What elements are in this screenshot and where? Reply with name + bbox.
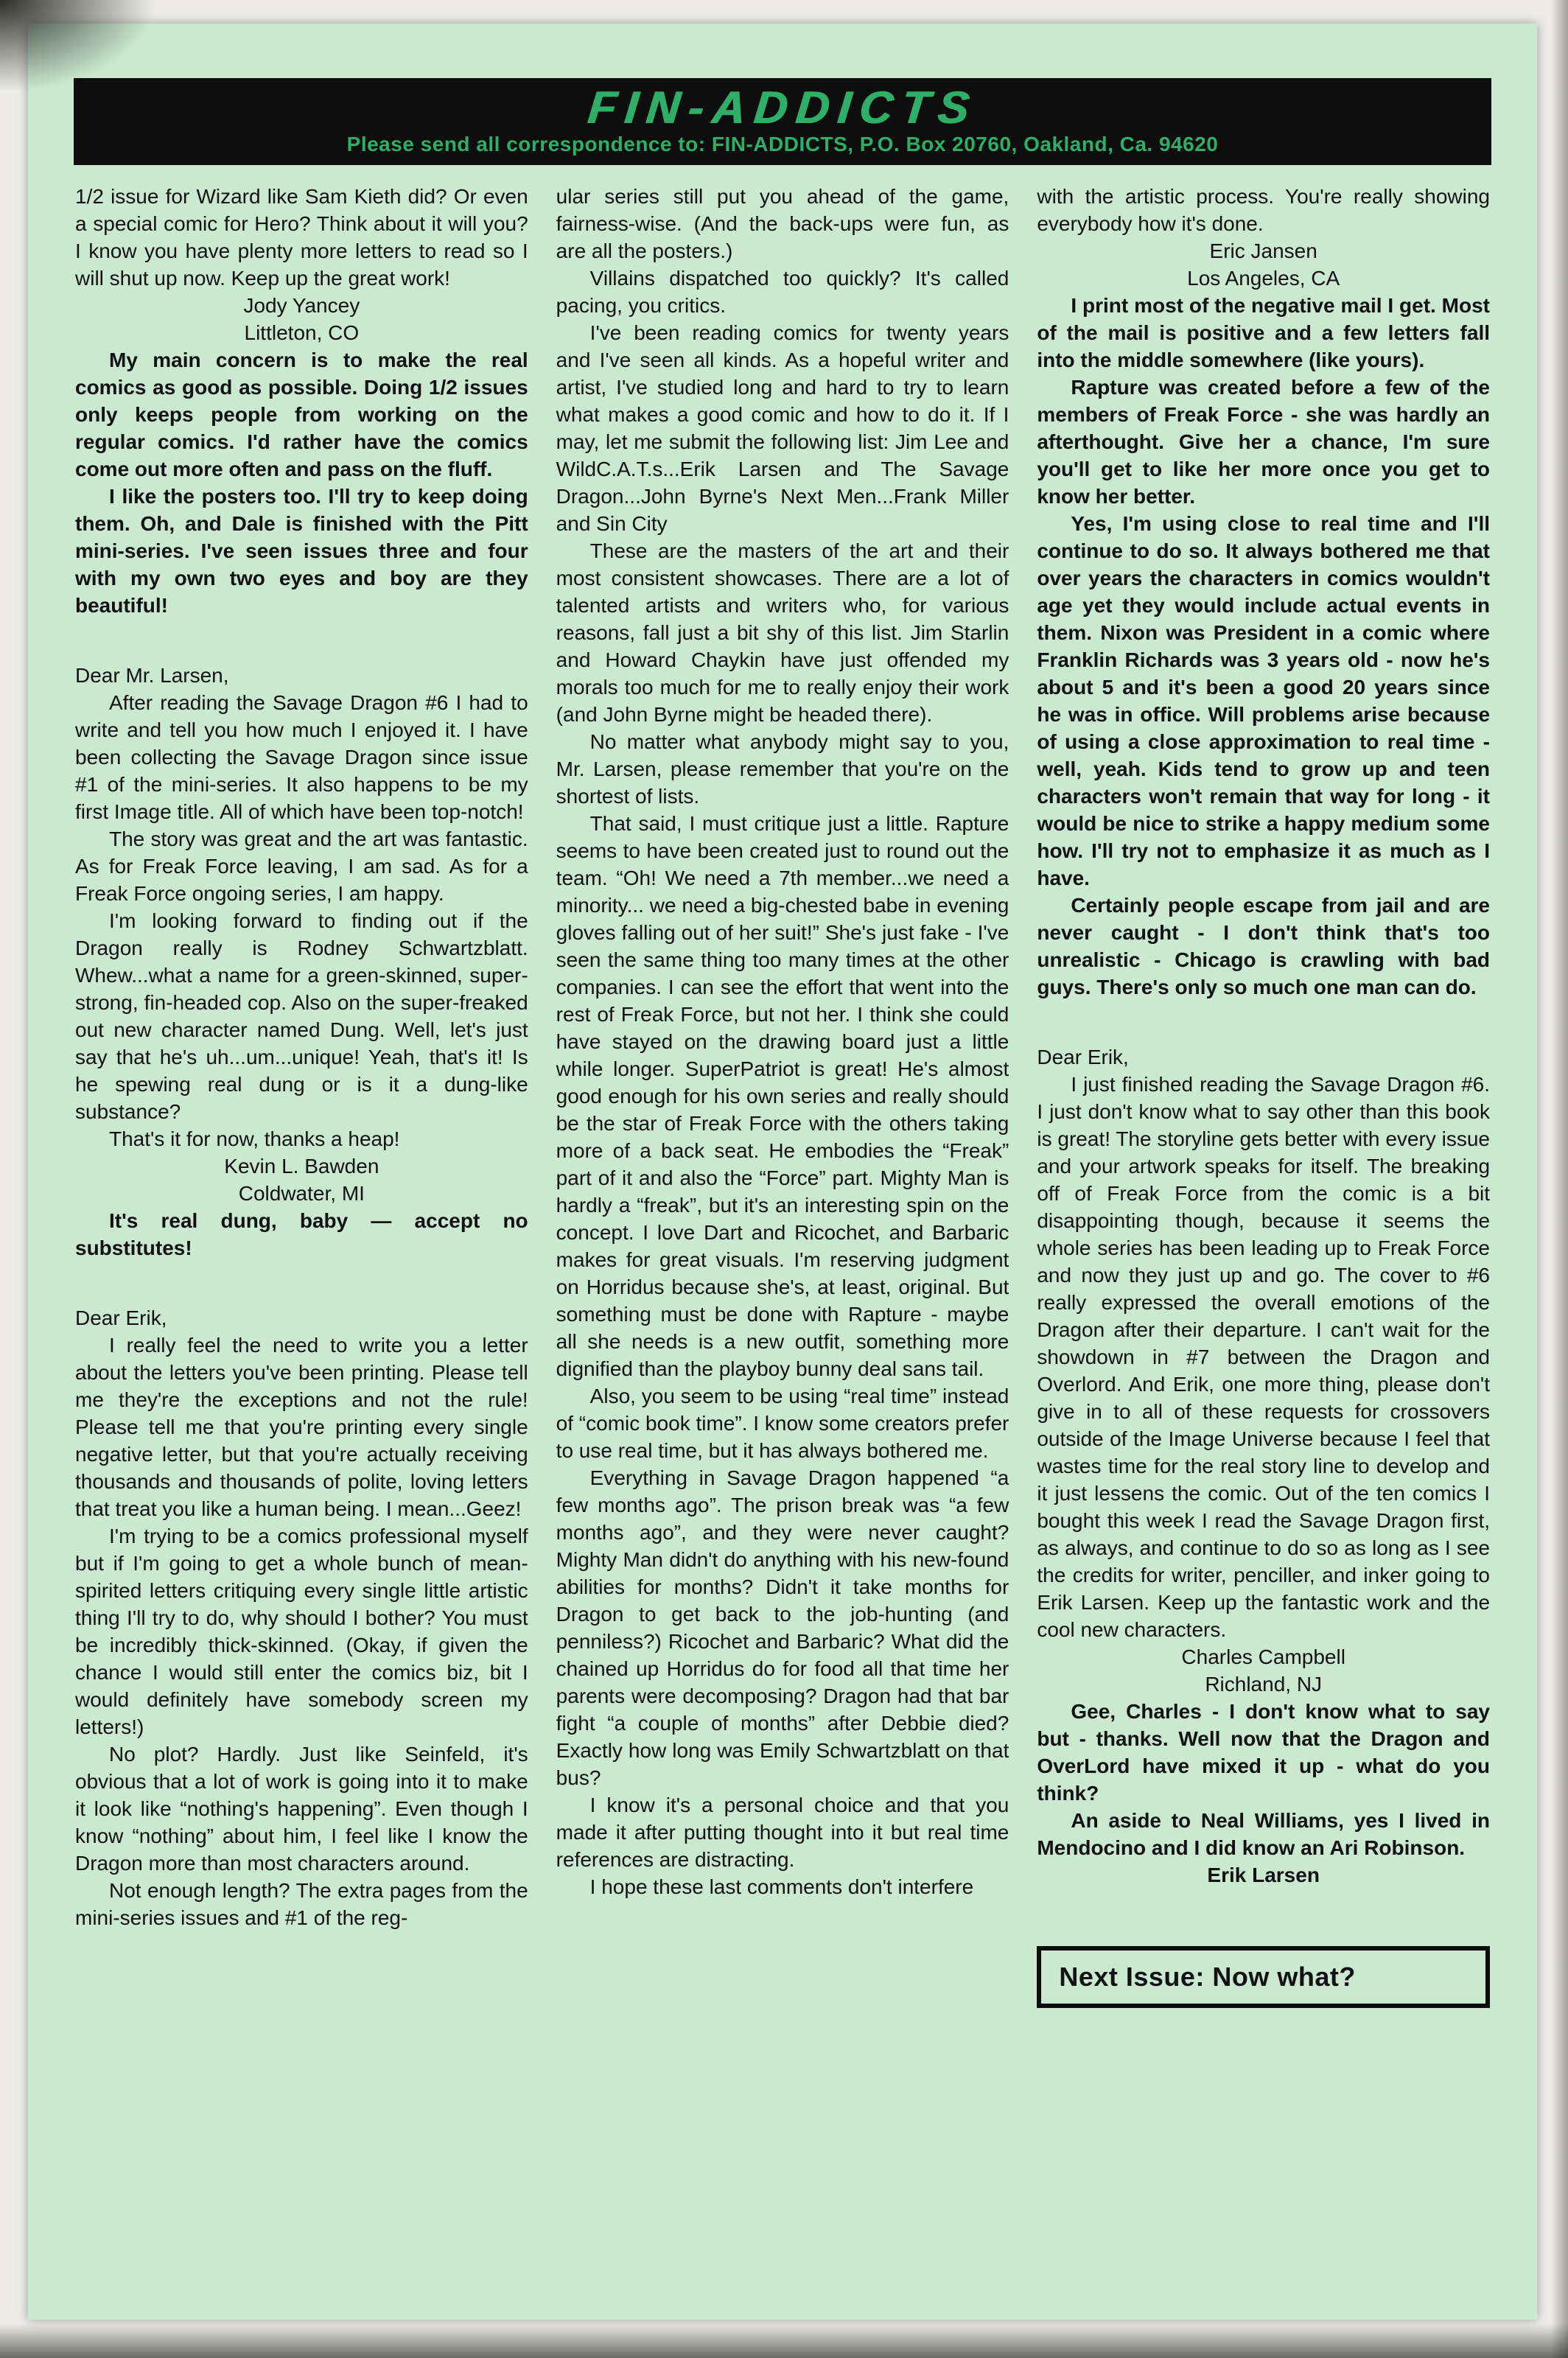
- next-issue-box: Next Issue: Now what?: [1037, 1946, 1490, 2008]
- signature-line: Erik Larsen: [1207, 1864, 1320, 1886]
- letter-paragraph: I'm looking forward to finding out if the Dragon really is Rodney Schwartzblatt. Whew...what a name for a green-skinned, super-strong, fin-headed cop. Also on the super-freaked out new character named Dung. Well, let's just say that he's uh...um...unique! Yeah, that's it! Is he spewing real dung or is it a dung-like substance?: [75, 909, 528, 1123]
- editor-response-paragraph: Certainly people escape from jail and are never caught - I don't think that's too unrealistic - Chicago is crawling with bad guys. There's only so much one man can do.: [1037, 894, 1491, 998]
- signature-line: Jody Yancey: [243, 294, 360, 317]
- masthead: [74, 78, 1491, 165]
- signature-line: Charles Campbell: [1181, 1645, 1345, 1668]
- letters-page: [28, 24, 1537, 2320]
- paragraph-gap: [75, 619, 528, 662]
- letter-paragraph: No plot? Hardly. Just like Seinfeld, it's obvious that a lot of work is going into it to make it look like “nothing's happening”. Even though I know “nothing” about him, I feel like I know the Dragon more than most characters around.: [75, 1743, 528, 1875]
- signature-line: Eric Jansen: [1209, 239, 1317, 262]
- scan-shadow-bottom: [0, 2317, 1568, 2358]
- correspondence-address: Please send all correspondence to: FIN-ADDICTS, P.O. Box 20760, Oakland, Ca. 94620: [346, 133, 1219, 155]
- letters-column-3: [1037, 183, 1490, 2008]
- letters-columns: [75, 183, 1490, 2008]
- letters-column-2: [556, 183, 1009, 2008]
- paragraph-gap: [1037, 1001, 1490, 1043]
- editor-response-paragraph: My main concern is to make the real comics as good as possible. Doing 1/2 issues only keeps people from working on the regular comics. I'd rather have the comics come out more often and pass on the fluff.: [75, 349, 528, 480]
- letter-paragraph: Everything in Savage Dragon happened “a few months ago”. The prison break was “a few months ago”, and they were never caught? Mighty Man didn't do anything with his new-found abilities for months? Didn't it take months for Dragon to get back to the job-hunting (and penniless?) Ricochet and Barbaric? What did the chained up Horridus do for food all that time her parents were decomposing? Dragon had that bar fight “a couple of months” after Debbie died? Exactly how long was Emily Schwartzblatt on that bus?: [556, 1466, 1009, 1789]
- letter-paragraph: That's it for now, thanks a heap!: [109, 1127, 400, 1150]
- letter-paragraph: That said, I must critique just a little. Rapture seems to have been created just to round out the team. “Oh! We need a 7th member...we need a minority... we need a big-chested babe in evening gloves falling out of her suit!” She's just fake - I've seen the same thing too many times at the other companies. I can see the effort that went into the rest of Freak Force, but not her. I think she could have stayed on the drawing board just a little while longer. SuperPatriot is great! He's almost good enough for his own series and really should be the star of Freak Force with the others taking more of a back seat. He embodies the “Freak” part of it and also the “Force” part. Mighty Man is hardly a “freak”, but it's an interesting spin on the concept. I love Dart and Ricochet, and Barbaric makes for great visuals. I'm reserving judgment on Horridus because she's, at least, original. But something must be done with Rapture - maybe all she needs is a new outfit, something more dignified than the playboy bunny deal sans tail.: [556, 812, 1009, 1380]
- letter-paragraph: Dear Mr. Larsen,: [75, 664, 229, 687]
- editor-response-paragraph: Yes, I'm using close to real time and I'll continue to do so. It always bothered me that over years the characters in comics wouldn't age yet they would include actual events in them. Nixon was President in a comic where Franklin Richards was 3 years old - now he's about 5 and it's been a good 20 years since he was in office. Will problems arise because of using a close approximation to real time - well, yeah. Kids tend to grow up and teen characters won't remain that way for long - it would be nice to strike a happy medium some how. I'll try not to emphasize it as much as I have.: [1037, 512, 1491, 889]
- signature-line: Coldwater, MI: [238, 1182, 365, 1205]
- letter-paragraph: I've been reading comics for twenty years and I've seen all kinds. As a hopeful writer and artist, I've studied long and hard to try to learn what makes a good comic and how to do it. If I may, let me submit the following list: Jim Lee and WildC.A.T.s...Erik Larsen and The Savage Dragon...John Byrne's Next Men...Frank Miller and Sin City: [556, 321, 1009, 535]
- letter-paragraph: Dear Erik,: [75, 1306, 167, 1329]
- letter-paragraph: Villains dispatched too quickly? It's called pacing, you critics.: [556, 267, 1009, 317]
- letter-paragraph: with the artistic process. You're really showing everybody how it's done.: [1037, 185, 1491, 235]
- letter-paragraph: These are the masters of the art and their most consistent showcases. There are a lot of talented artists and writers who, for various reasons, fall just a bit shy of this list. Jim Starlin and Howard Chaykin have just offended my morals too much for me to really enjoy their work (and John Byrne might be headed there).: [556, 539, 1009, 726]
- page-title: FIN-ADDICTS: [585, 83, 980, 133]
- letter-paragraph: I just finished reading the Savage Dragon #6. I just don't know what to say other than this book is great! The storyline gets better with every issue and your artwork speaks for itself. The breaking off of Freak Force from the comic is a bit disappointing though, because it seems the whole series has been leading up to Freak Force and now they just up and go. The cover to #6 really expressed the overall emotions of the Dragon after their departure. I can't wait for the showdown in #7 between the Dragon and Overlord. And Erik, one more thing, please don't give in to all of these requests for crossovers outside of the Image Universe because I feel that wastes time for the real story line to develop and it just lessens the comic. Out of the ten comics I bought this week I read the Savage Dragon first, as always, and continue to do so as long as I see the credits for writer, penciller, and inker going to Erik Larsen. Keep up the fantastic work and the cool new characters.: [1037, 1073, 1491, 1641]
- editor-response-paragraph: I print most of the negative mail I get. Most of the mail is positive and a few letters fall into the middle somewhere (like yours).: [1037, 294, 1491, 371]
- signature-line: Richland, NJ: [1205, 1673, 1323, 1696]
- letter-paragraph: I know it's a personal choice and that you made it after putting thought into it but real time references are distracting.: [556, 1794, 1009, 1871]
- scan-shadow-right: [1549, 0, 1568, 2358]
- editor-response-paragraph: It's real dung, baby — accept no substitutes!: [75, 1209, 528, 1259]
- letter-paragraph: After reading the Savage Dragon #6 I had to write and tell you how much I enjoyed it. I have been collecting the Savage Dragon since issue #1 of the mini-series. It also happens to be my first Image title. All of which have been top-notch!: [75, 691, 528, 823]
- letter-paragraph: I really feel the need to write you a letter about the letters you've been printing. Please tell me they're the exceptions and not the rule! Please tell me that you're printing every single negative letter, but that you're actually receiving thousands and thousands of polite, loving letters that treat you like a human being. I mean...Geez!: [75, 1334, 528, 1520]
- letter-paragraph: 1/2 issue for Wizard like Sam Kieth did? Or even a special comic for Hero? Think about it will you? I know you have plenty more letters to read so I will shut up now. Keep up the great work!: [75, 185, 528, 290]
- editor-response-paragraph: Rapture was created before a few of the members of Freak Force - she was hardly an afterthought. Give her a chance, I'm sure you'll get to like her more once you get to know her better.: [1037, 376, 1491, 508]
- paragraph-gap: [75, 1262, 528, 1304]
- letter-paragraph: The story was great and the art was fantastic. As for Freak Force leaving, I am sad. As for a Freak Force ongoing series, I am happy.: [75, 828, 528, 905]
- letter-paragraph: Not enough length? The extra pages from the mini-series issues and #1 of the reg-: [75, 1879, 528, 1929]
- signature-line: Los Angeles, CA: [1187, 267, 1340, 290]
- letter-paragraph: No matter what anybody might say to you, Mr. Larsen, please remember that you're on the shortest of lists.: [556, 730, 1009, 808]
- letter-paragraph: Also, you seem to be using “real time” instead of “comic book time”. I know some creators prefer to use real time, but it has always bothered me.: [556, 1385, 1009, 1462]
- signature-line: Kevin L. Bawden: [224, 1155, 379, 1178]
- letter-paragraph: I hope these last comments don't interfere: [589, 1875, 974, 1898]
- letter-paragraph: Dear Erik,: [1037, 1046, 1129, 1068]
- letter-paragraph: ular series still put you ahead of the game, fairness-wise. (And the back-ups were fun, as are all the posters.): [556, 185, 1009, 262]
- editor-response-paragraph: I like the posters too. I'll try to keep doing them. Oh, and Dale is finished with the Pitt mini-series. I've seen issues three and four with my own two eyes and boy are they beautiful!: [75, 485, 528, 617]
- signature-line: Littleton, CO: [244, 321, 360, 344]
- letter-paragraph: I'm trying to be a comics professional myself but if I'm going to get a whole bunch of mean-spirited letters critiquing every single little artistic thing I'll try to do, why should I bother? You must be incredibly thick-skinned. (Okay, if given the chance I would still enter the comics biz, bit I would definitely have somebody screen my letters!): [75, 1525, 528, 1738]
- editor-response-paragraph: An aside to Neal Williams, yes I lived in Mendocino and I did know an Ari Robinson.: [1037, 1809, 1491, 1859]
- editor-response-paragraph: Gee, Charles - I don't know what to say but - thanks. Well now that the Dragon and OverLord have mixed it up - what do you think?: [1037, 1700, 1491, 1805]
- letters-column-1: [75, 183, 528, 2008]
